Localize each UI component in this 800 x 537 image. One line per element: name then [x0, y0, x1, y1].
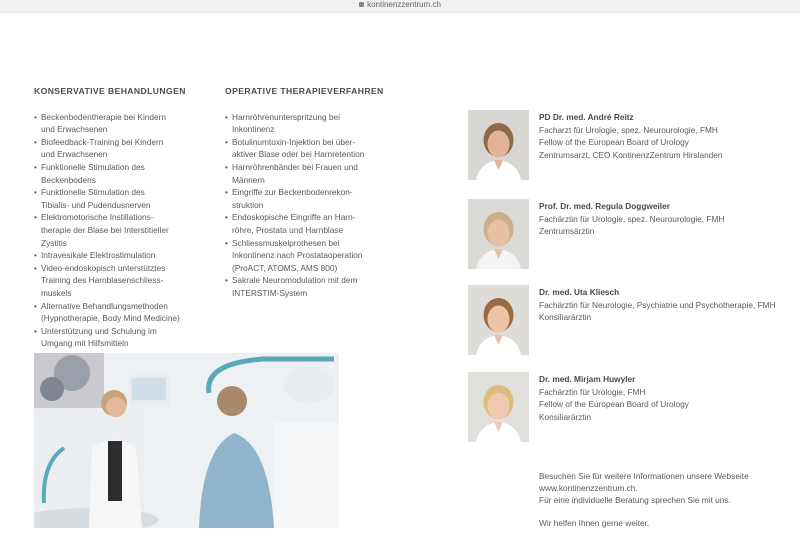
doctor-info [539, 286, 800, 324]
website-link[interactable]: www.kontinenzzentrum.ch. [539, 483, 638, 494]
doctor-card-kliesch [468, 285, 800, 355]
list-item [225, 111, 400, 136]
list-item-line: Zystitis [41, 237, 67, 248]
contact-closing: Wir helfen Ihnen gerne weiter. [539, 517, 650, 528]
list-item-line: • Biofeedback-Training bei Kindern [41, 136, 164, 147]
list-item-line: • Sakrale Neuromodulation mit dem [232, 275, 358, 286]
doctor-card-reitz [468, 110, 800, 180]
list-item-line: Training des Harnblasenschliess- [41, 275, 164, 286]
list-item-line: muskels [41, 287, 72, 298]
contact-line: Für eine individuelle Beratung sprechen Sie mit uns. [539, 495, 731, 506]
list-item [34, 136, 224, 161]
list-item [225, 161, 400, 186]
patient-head [217, 386, 247, 416]
doctor-detail-line: Fachärztin für Urologie, FMH [539, 386, 646, 397]
doctor-name: Dr. med. Uta Kliesch [539, 287, 620, 297]
list-item-line: Männern [232, 174, 265, 185]
doctor-info [539, 200, 800, 238]
list-item [225, 237, 400, 275]
list-item-line: • Intravesikale Elektrostimulation [41, 250, 156, 261]
list-item [34, 300, 224, 325]
doctor-portrait [468, 285, 529, 355]
konservativ-heading: KONSERVATIVE BEHANDLUNGEN [34, 86, 186, 96]
list-item-line: aktiver Blase oder bei Harnretention [232, 149, 365, 160]
doctor-name: Dr. med. Mirjam Huwyler [539, 374, 636, 384]
list-item-line: INTERSTIM-System [232, 287, 308, 298]
list-item-line: (Hypnotherapie, Body Mind Medicine) [41, 313, 180, 324]
doctor-detail-line: Fellow of the European Board of Urology [539, 399, 689, 410]
list-item [225, 274, 400, 299]
list-item [225, 211, 400, 236]
consultation-illustration [34, 353, 339, 528]
c-arm-head [283, 367, 335, 403]
contact-block [539, 470, 799, 529]
list-item-line: • Botulinumtoxin-Injektion bei über- [232, 136, 356, 147]
doctor-detail-line: Konsiliarärztin [539, 411, 592, 422]
doctor-portrait [468, 372, 529, 442]
clinic-consultation-photo [34, 353, 339, 528]
portrait-illustration [468, 110, 529, 180]
list-item-line: • Funktionelle Stimulation des [41, 161, 145, 172]
url-text: kontinenzzentrum.ch [367, 0, 441, 9]
contact-line: Besuchen Sie für weitere Informationen unsere Webseite [539, 471, 749, 481]
portrait-face [488, 393, 510, 420]
list-item-line: • Beckenbodentherapie bei Kindern [41, 111, 167, 122]
list-item-line: • Funktionelle Stimulation des [41, 187, 145, 198]
lock-icon [359, 2, 364, 7]
list-item-line: • Eingriffe zur Beckenbodenrekon- [232, 187, 353, 198]
list-item-line: therapie der Blase bei Interstitieller [41, 224, 169, 235]
list-item-line: • Harnröhrenbänder bei Frauen und [232, 161, 358, 172]
doctor-detail-line: Fellow of the European Board of Urology [539, 137, 689, 148]
doctor-detail-line: Fachärztin für Neurologie, Psychiatrie und Psychotherapie, FMH [539, 299, 776, 310]
list-item-line: • Harnröhrenunterspritzung bei [232, 111, 340, 122]
list-item-line: • Elektromotorische Instillations- [41, 212, 154, 223]
operative-therapieverfahren-section [225, 85, 400, 300]
list-item-line: • Schliessmuskelprothesen bei [232, 237, 340, 248]
doctor-name: Prof. Dr. med. Regula Doggweiler [539, 201, 670, 211]
portrait-illustration [468, 199, 529, 269]
doctor-info [539, 111, 800, 161]
portrait-face [488, 131, 510, 158]
konservative-behandlungen-section [34, 85, 224, 350]
doctor-card-doggweiler [468, 199, 800, 269]
portrait-illustration [468, 372, 529, 442]
list-item-line: und Erwachsenen [41, 149, 108, 160]
list-item [34, 262, 224, 300]
list-item [34, 325, 224, 350]
list-item [34, 249, 224, 262]
list-item-line: Umgang mit Hilfsmitteln [41, 338, 129, 349]
doctor-name: PD Dr. med. André Reitz [539, 112, 634, 122]
list-item-line: • Endoskopische Eingriffe an Harn- [232, 212, 356, 223]
list-item-line: • Video-endoskopisch unterstütztes [41, 262, 166, 273]
list-item-line: • Alternative Behandlungsmethoden [41, 300, 168, 311]
list-item-line: Inkontinenz nach Prostataoperation [232, 250, 363, 261]
doctor-card-huwyler [468, 372, 800, 442]
portrait-face [488, 220, 510, 247]
list-item-line: struktion [232, 199, 264, 210]
operativ-heading: OPERATIVE THERAPIEVERFAHREN [225, 86, 384, 96]
list-item [34, 111, 224, 136]
doctor-detail-line: Zentrumsarzt, CEO KontinenzZentrum Hirslanden [539, 149, 723, 160]
list-item-line: Inkontinenz [232, 124, 275, 135]
doctor-portrait [468, 199, 529, 269]
operativ-list [225, 111, 400, 300]
portrait-illustration [468, 285, 529, 355]
list-item-line: • Unterstützung und Schulung im [41, 325, 157, 336]
list-item [225, 186, 400, 211]
list-item [34, 161, 224, 186]
list-item-line: (ProACT, ATOMS, AMS 800) [232, 262, 338, 273]
list-item-line: Beckenbodens [41, 174, 96, 185]
doctor-detail-line: Fachärztin für Urologie, spez. Neurourologie, FMH [539, 213, 725, 224]
list-item [225, 136, 400, 161]
doctor-info [539, 373, 800, 423]
list-item [34, 186, 224, 211]
list-item-line: und Erwachsenen [41, 124, 108, 135]
konservativ-list [34, 111, 224, 350]
browser-address-bar[interactable] [0, 0, 800, 13]
doctor-portrait [468, 110, 529, 180]
doctor-detail-line: Zentrumsärztin [539, 226, 595, 237]
list-item-line: Tibialis- und Pudendusnerven [41, 199, 151, 210]
list-item-line: röhre, Prostata und Harnblase [232, 224, 344, 235]
doctor-detail-line: Facharzt für Urologie, spez. Neurourologie, FMH [539, 124, 718, 135]
portrait-face [488, 306, 510, 333]
doctor-detail-line: Konsiliarärztin [539, 312, 592, 323]
list-item [34, 211, 224, 249]
